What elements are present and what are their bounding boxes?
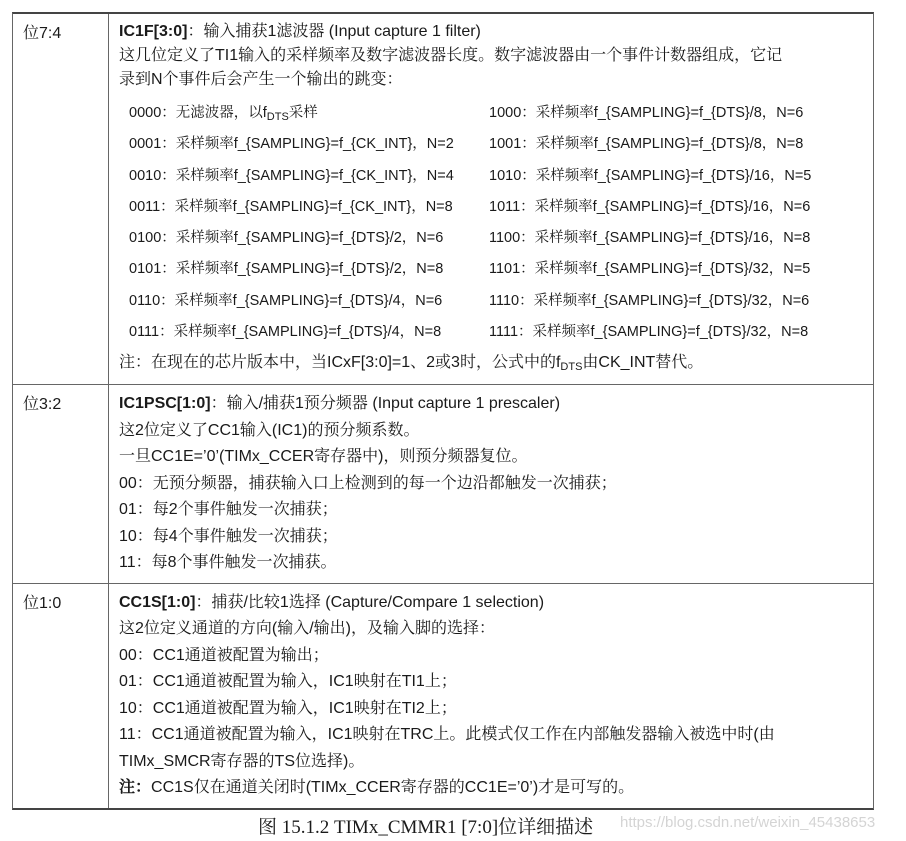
filter-option: 0110：采样频率f_{SAMPLING}=f_{DTS}/4，N=6: [129, 292, 443, 309]
filter-option: 1001：采样频率f_{SAMPLING}=f_{DTS}/8，N=8: [489, 136, 804, 153]
desc-line: 01：每2个事件触发一次捕获；: [119, 501, 338, 519]
filter-option: 1010：采样频率f_{SAMPLING}=f_{DTS}/16，N=5: [489, 167, 812, 184]
description: [109, 14, 873, 384]
bit-range: 位1:0: [13, 584, 109, 808]
filter-option: 0011：采样频率f_{SAMPLING}=f_{CK_INT}，N=8: [129, 198, 453, 215]
field-name: CC1S[1:0]: [119, 593, 196, 611]
desc-line: 10：CC1通道被配置为输入，IC1映射在TI2上；: [119, 699, 457, 717]
figure-caption: 图 15.1.2 TIMx_CMMR1 [7:0]位详细描述: [258, 817, 594, 838]
desc-line: 00：无预分频器，捕获输入口上检测到的每一个边沿都触发一次捕获；: [119, 474, 617, 492]
desc-line: 这几位定义了TI1输入的采样频率及数字滤波器长度。数字滤波器由一个事件计数器组成，它记: [119, 47, 783, 64]
filter-option: 1000：采样频率f_{SAMPLING}=f_{DTS}/8，N=6: [489, 105, 804, 121]
description: [109, 385, 873, 583]
field-title: ：输入/捕获1预分频器 (Input capture 1 prescaler): [210, 395, 561, 413]
desc-line: 一旦CC1E=’0’(TIMx_CCER寄存器中)，则预分频器复位。: [119, 448, 528, 466]
filter-option: 0100：采样频率f_{SAMPLING}=f_{DTS}/2，N=6: [129, 230, 444, 247]
filter-option: 1100：采样频率f_{SAMPLING}=f_{DTS}/16，N=8: [489, 230, 811, 247]
desc-line: 这2位定义通道的方向(输入/输出)，及输入脚的选择：: [119, 620, 496, 638]
filter-options: [119, 98, 865, 348]
desc-line: TIMx_SMCR寄存器的TS位选择)。: [119, 752, 365, 770]
filter-option: 0101：采样频率f_{SAMPLING}=f_{DTS}/2，N=8: [129, 261, 444, 278]
register-bit-table: [12, 12, 874, 810]
row-ic1psc: [13, 385, 873, 584]
desc-line: 00：CC1通道被配置为输出；: [119, 646, 329, 664]
desc-line: 10：每4个事件触发一次捕获；: [119, 527, 338, 545]
bit-range: 位7:4: [13, 14, 109, 384]
desc-line: 11：CC1通道被配置为输入，IC1映射在TRC上。此模式仅工作在内部触发器输入被选中时(由: [119, 726, 775, 744]
filter-option: 1101：采样频率f_{SAMPLING}=f_{DTS}/32，N=5: [489, 261, 811, 278]
field-title: ：捕获/比较1选择 (Capture/Compare 1 selection): [195, 593, 545, 611]
filter-option: 1110：采样频率f_{SAMPLING}=f_{DTS}/32，N=6: [489, 292, 810, 309]
desc-line: 11：每8个事件触发一次捕获。: [119, 554, 337, 572]
desc-line: 录到N个事件后会产生一个输出的跳变：: [119, 71, 403, 88]
filter-option: 0111：采样频率f_{SAMPLING}=f_{DTS}/4，N=8: [129, 324, 442, 341]
row-ic1f: [13, 14, 873, 385]
field-name: IC1PSC[1:0]: [119, 395, 211, 413]
desc-line: 01：CC1通道被配置为输入，IC1映射在TI1上；: [119, 673, 457, 691]
note: 注：CC1S仅在通道关闭时(TIMx_CCER寄存器的CC1E=’0’)才是可写的。: [119, 779, 635, 797]
description: [109, 584, 873, 808]
note: 注：在现在的芯片版本中，当ICxF[3:0]=1、2或3时，公式中的$f_{DTS}$由CK_INT替代。: [119, 354, 704, 374]
filter-option: 0000：无滤波器，以$f_{DTS}$采样: [129, 105, 318, 123]
row-cc1s: [13, 584, 873, 808]
filter-option: 0001：采样频率f_{SAMPLING}=f_{CK_INT}，N=2: [129, 136, 454, 153]
field-name: IC1F[3:0]: [119, 23, 188, 40]
filter-option: 0010：采样频率f_{SAMPLING}=f_{CK_INT}，N=4: [129, 167, 454, 184]
filter-option: 1011：采样频率f_{SAMPLING}=f_{DTS}/16，N=6: [489, 198, 811, 215]
watermark: https://blog.csdn.net/weixin_45438653: [620, 814, 876, 831]
filter-option: 1111：采样频率f_{SAMPLING}=f_{DTS}/32，N=8: [489, 324, 809, 341]
bit-range: 位3:2: [13, 385, 109, 583]
desc-line: 这2位定义了CC1输入(IC1)的预分频系数。: [119, 421, 420, 439]
field-title: ：输入捕获1滤波器 (Input capture 1 filter): [187, 23, 481, 40]
